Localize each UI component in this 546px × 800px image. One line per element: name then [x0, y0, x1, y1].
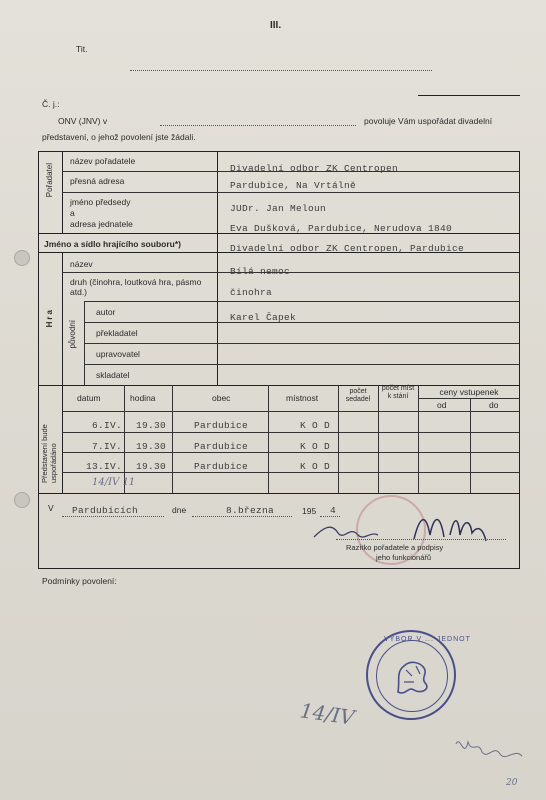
tit-line: [130, 70, 432, 71]
org-address-value: Pardubice, Na Vrtálně: [230, 180, 357, 191]
and-label: a: [70, 208, 75, 218]
price-from-header: od: [437, 400, 447, 410]
ref-rule: [418, 95, 520, 96]
col-line: [470, 398, 471, 493]
page-number: III.: [270, 20, 282, 31]
row-line: [418, 398, 520, 399]
date-label: dne: [172, 505, 187, 515]
perf-divider: [62, 385, 63, 493]
row-line: [84, 301, 520, 302]
col-line: [338, 385, 339, 493]
chairman-value: JUDr. Jan Meloun: [230, 203, 327, 214]
row-line: [62, 272, 520, 273]
secretary-label: adresa jednatele: [70, 219, 133, 229]
punch-hole-bottom: [14, 492, 30, 508]
lion-emblem-icon: [390, 652, 436, 700]
date-line: [192, 516, 292, 517]
row-line: [84, 322, 520, 323]
value-column-divider: [217, 152, 218, 385]
handwritten-signature: [452, 730, 532, 766]
adapter-label: upravovatel: [96, 349, 140, 359]
play-name-label: název: [70, 259, 93, 269]
perf-hour: 19.30: [136, 420, 167, 431]
perf-venue: K O D: [300, 441, 331, 452]
official-stamp: [366, 630, 456, 720]
col-line: [378, 385, 379, 493]
row-line: [84, 343, 520, 344]
chairman-label: jméno předsedy: [70, 197, 131, 207]
onv-label: ONV (JNV) v: [58, 116, 108, 126]
col-line: [172, 385, 173, 493]
place-prefix: V: [48, 503, 54, 513]
price-to-header: do: [489, 400, 499, 410]
row-line: [38, 493, 520, 494]
prices-header: ceny vstupenek: [439, 387, 499, 397]
town-header: obec: [212, 393, 231, 403]
play-name-value: Bílá nemoc: [230, 266, 291, 277]
original-divider: [84, 301, 85, 385]
stamp-caption-2: jeho funkcionářů: [376, 553, 432, 562]
perf-town: Pardubice: [194, 461, 249, 472]
perf-venue: K O D: [300, 420, 331, 431]
conditions-label: Podmínky povolení:: [42, 576, 117, 586]
permit-text: povoluje Vám uspořádat divadelní: [364, 116, 493, 126]
col-line: [418, 385, 419, 493]
seats-header: počet sedadel: [345, 388, 371, 403]
org-name-label: název pořadatele: [70, 156, 136, 166]
col-line: [268, 385, 269, 493]
year-suffix: 4: [330, 505, 337, 516]
composer-label: skladatel: [96, 370, 130, 380]
perf-venue: K O D: [300, 461, 331, 472]
play-section-label: Hra: [45, 308, 54, 328]
performances-section-label: Představení bude uspořádáno: [40, 424, 58, 483]
genre-value: činohra: [230, 287, 273, 298]
row-line: [62, 192, 520, 193]
author-label: autor: [96, 307, 116, 317]
row-line: [62, 452, 520, 453]
row-line: [84, 364, 520, 365]
venue-header: místnost: [286, 393, 319, 403]
date-value: 8.března: [226, 505, 275, 516]
official-stamp-text: VÝBOR V ... JEDNOT: [384, 636, 471, 643]
perf-hour: 19.30: [136, 441, 167, 452]
org-name-value: Divadelní odbor ZK Centropen: [230, 163, 399, 174]
year-prefix: 195: [302, 506, 317, 516]
hour-header: hodina: [130, 393, 156, 403]
perf-hour: 19.30: [136, 461, 167, 472]
row-line: [62, 432, 520, 433]
standing-header: počet míst k stání: [381, 385, 415, 400]
row-line: [62, 472, 520, 473]
translator-label: překladatel: [96, 328, 138, 338]
troupe-value: Divadelní odbor ZK Centropen, Pardubice: [230, 243, 465, 254]
permit-text-2: představení, o jehož povolení jste žádali.: [42, 132, 196, 142]
original-label: původní: [68, 320, 77, 349]
stamp-caption-1: Razítko pořadatele a podpisy: [346, 543, 444, 552]
genre-label: druh (činohra, loutková hra, pásmo atd.): [70, 277, 202, 297]
date-header: datum: [77, 393, 101, 403]
tit-label: Tit.: [76, 44, 88, 54]
row-line: [62, 411, 520, 412]
ref-label: Č. j.:: [42, 99, 60, 109]
perf-town: Pardubice: [194, 420, 249, 431]
signature-line: [336, 539, 506, 540]
org-address-label: přesná adresa: [70, 176, 125, 186]
punch-hole-top: [14, 250, 30, 266]
onv-line: [160, 125, 356, 126]
perf-date: 6.IV.: [92, 420, 123, 431]
organizer-section-label: Pořadatel: [45, 163, 54, 198]
troupe-label: Jméno a sídlo hrajícího souboru*): [44, 239, 181, 249]
handwritten-extra-date: 14/IV 11: [92, 477, 136, 488]
row-line: [38, 385, 520, 386]
secretary-value: Eva Dušková, Pardubice, Nerudova 1840: [230, 223, 453, 234]
place-line: [62, 516, 164, 517]
perf-town: Pardubice: [194, 441, 249, 452]
author-value: Karel Čapek: [230, 312, 297, 323]
handwritten-date-note: 14/IV: [298, 698, 356, 730]
perf-date: 13.IV.: [86, 461, 123, 472]
place-value: Pardubicích: [72, 505, 139, 516]
corner-note: 20: [506, 778, 518, 788]
perf-date: 7.IV.: [92, 441, 123, 452]
